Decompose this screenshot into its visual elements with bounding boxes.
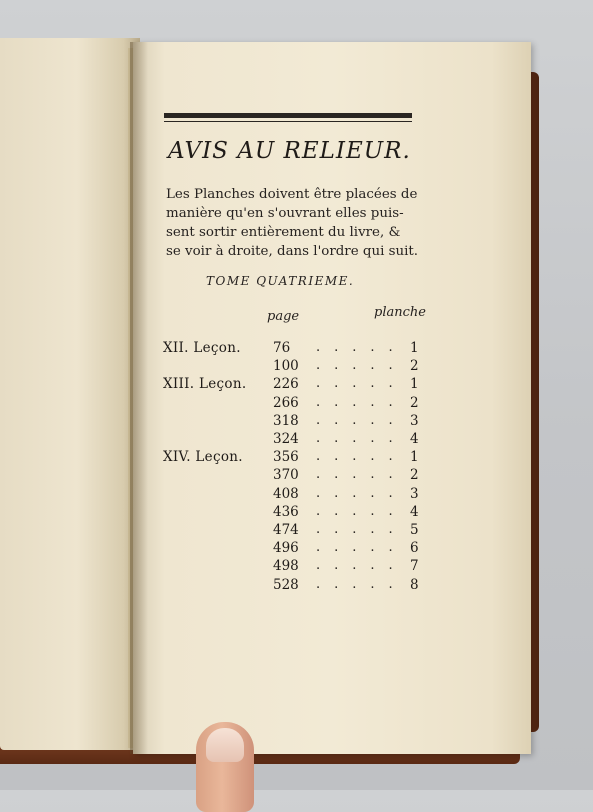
tome-heading: TOME QUATRIEME.: [206, 274, 355, 288]
intro-line: sent sortir entièrement du livre, &: [166, 225, 401, 240]
column-header-page: page: [267, 309, 300, 324]
planche-number: 4: [410, 504, 419, 520]
page-number: 370: [273, 467, 299, 483]
leader-dots: .....: [316, 413, 407, 428]
lecon-label: XII. Leçon.: [163, 340, 241, 356]
planche-number: 4: [410, 431, 419, 447]
left-page: [0, 38, 140, 750]
page-number: 318: [273, 413, 299, 429]
planche-number: 3: [410, 413, 419, 429]
column-header-planche: planche: [374, 305, 426, 320]
thumbnail-nail: [206, 728, 244, 762]
page-number: 76: [273, 340, 291, 356]
header-rule-thin: [164, 121, 412, 122]
page-number: 226: [273, 376, 299, 392]
planche-number: 5: [410, 522, 419, 538]
page-number: 408: [273, 486, 299, 502]
intro-paragraph: [166, 185, 426, 261]
page-number: 474: [273, 522, 299, 538]
page-gutter-shadow: [130, 42, 148, 754]
intro-line: se voir à droite, dans l'ordre qui suit.: [166, 244, 419, 259]
intro-line: manière qu'en s'ouvrant elles puis-: [166, 206, 404, 221]
leader-dots: .....: [316, 467, 407, 482]
leader-dots: .....: [316, 504, 407, 519]
planche-number: 1: [410, 449, 419, 465]
planche-number: 2: [410, 395, 419, 411]
leader-dots: .....: [316, 522, 407, 537]
page-number: 266: [273, 395, 299, 411]
planche-number: 3: [410, 486, 419, 502]
lecon-label: XIV. Leçon.: [163, 449, 243, 465]
leader-dots: .....: [316, 358, 407, 373]
planche-number: 2: [410, 358, 419, 374]
planche-number: 8: [410, 577, 419, 593]
intro-line: Les Planches doivent être placées de: [166, 187, 418, 202]
leader-dots: .....: [316, 486, 407, 501]
page-number: 528: [273, 577, 299, 593]
leader-dots: .....: [316, 431, 407, 446]
planche-number: 6: [410, 540, 419, 556]
leader-dots: .....: [316, 340, 407, 355]
leader-dots: .....: [316, 449, 407, 464]
page-title: AVIS AU RELIEUR.: [168, 138, 411, 164]
leader-dots: .....: [316, 558, 407, 573]
page-number: 356: [273, 449, 299, 465]
leader-dots: .....: [316, 577, 407, 592]
lecon-label: XIII. Leçon.: [163, 376, 247, 392]
leader-dots: .....: [316, 395, 407, 410]
page-number: 436: [273, 504, 299, 520]
page-number: 100: [273, 358, 299, 374]
leader-dots: .....: [316, 540, 407, 555]
planche-number: 7: [410, 558, 419, 574]
page-number: 498: [273, 558, 299, 574]
planche-number: 2: [410, 467, 419, 483]
planche-number: 1: [410, 340, 419, 356]
leader-dots: .....: [316, 376, 407, 391]
page-number: 496: [273, 540, 299, 556]
page-number: 324: [273, 431, 299, 447]
header-rule-thick: [164, 113, 412, 118]
planche-number: 1: [410, 376, 419, 392]
